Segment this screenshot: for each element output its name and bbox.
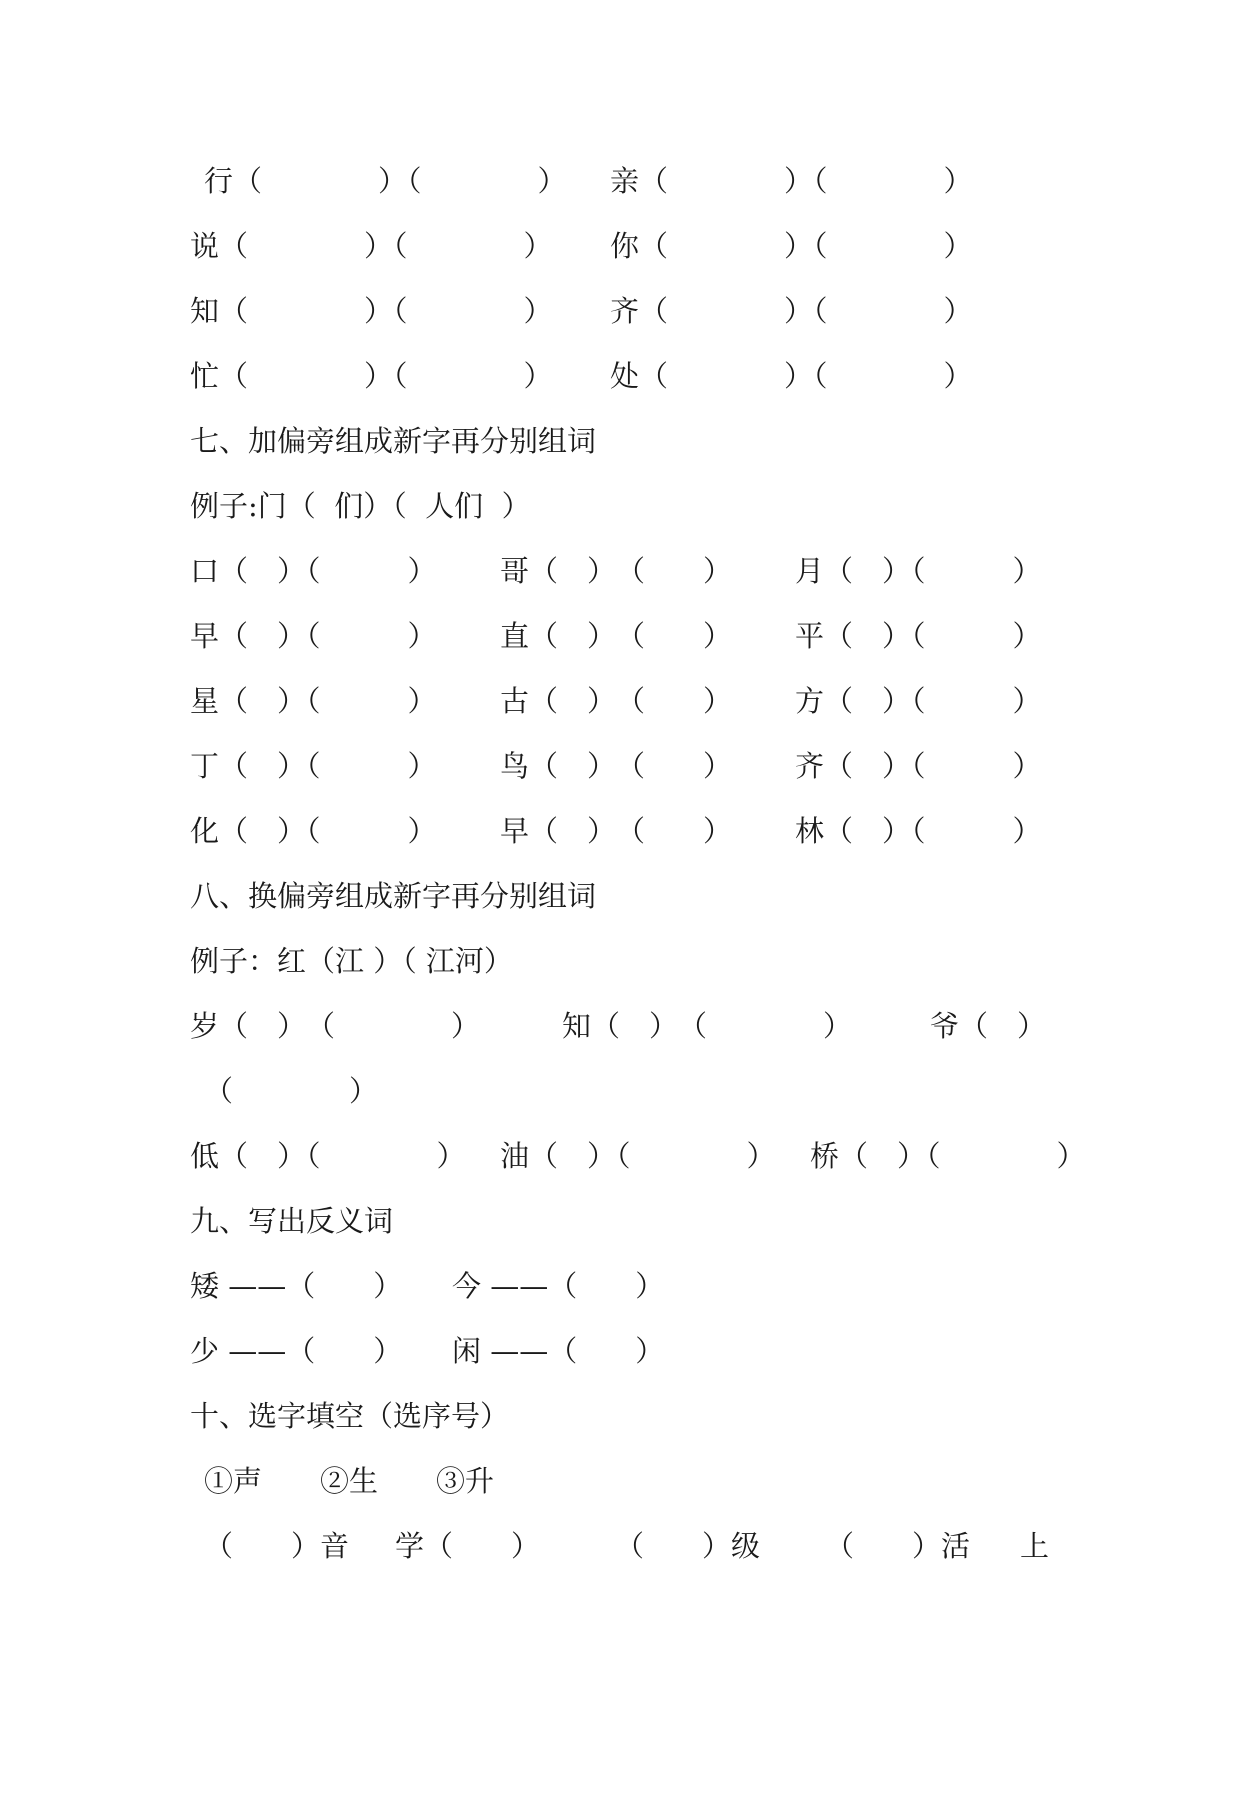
- s7-row-5-col-1: 化（ ）（ ）: [190, 814, 437, 848]
- s7-row-1-col-3: 月（ ）（ ）: [795, 554, 1042, 588]
- s10-item-4: （ ）活: [825, 1529, 971, 1563]
- s8-row-1: [190, 1003, 1047, 1049]
- s9-row-2-left: 少 ——（ ）: [190, 1334, 403, 1368]
- s8-row-1-wrap-text: （ ）: [204, 1074, 379, 1108]
- s7-row-3-col-2: 古（ ） （ ）: [500, 684, 733, 718]
- s6-row-2: [190, 223, 973, 269]
- s6-row-2-right: 你（ ）（ ）: [610, 229, 973, 263]
- s8-row-2-col-1: 低（ ）（ ）: [190, 1139, 466, 1173]
- s6-row-4: [190, 353, 973, 399]
- s8-row-2: [190, 1133, 1086, 1179]
- s8-row-1-wrap: [190, 1068, 379, 1114]
- s10-title: 十、选字填空（选序号）: [190, 1399, 510, 1433]
- s6-row-4-left: 忙（ ）（ ）: [190, 359, 553, 393]
- s7-row-2-col-3: 平（ ）（ ）: [795, 619, 1042, 653]
- s8-title: 八、换偏旁组成新字再分别组词: [190, 879, 597, 913]
- s8-row-1-col-1: 岁（ ） （ ）: [190, 1009, 481, 1043]
- s7-row-1: [190, 548, 1042, 594]
- s7-row-4-col-3: 齐（ ）（ ）: [795, 749, 1042, 783]
- s6-row-1-right: 亲（ ）（ ）: [610, 164, 973, 198]
- s10-options-text: ①声 ②生 ③升: [204, 1464, 495, 1498]
- s9-row-1: [190, 1263, 665, 1309]
- s10-item-5: 上: [1020, 1529, 1050, 1563]
- s6-row-1: [190, 158, 973, 204]
- s7-row-3-col-3: 方（ ）（ ）: [795, 684, 1042, 718]
- s10-items: [190, 1523, 1050, 1569]
- s10-item-3: （ ）级: [615, 1529, 761, 1563]
- s7-row-2: [190, 613, 1042, 659]
- s7-row-2-col-1: 早（ ）（ ）: [190, 619, 437, 653]
- s7-row-5-col-2: 早（ ） （ ）: [500, 814, 733, 848]
- s9-title: 九、写出反义词: [190, 1204, 394, 1238]
- s9-row-2-right: 闲 ——（ ）: [452, 1334, 665, 1368]
- s7-example: 例子:门（ 们）（ 人们 ）: [190, 489, 531, 523]
- s7-row-4-col-1: 丁（ ）（ ）: [190, 749, 437, 783]
- s6-row-3-left: 知（ ）（ ）: [190, 294, 553, 328]
- s8-row-2-col-3: 桥（ ）（ ）: [810, 1139, 1086, 1173]
- s10-item-2: 学（ ）: [395, 1529, 541, 1563]
- s8-row-1-col-3: 爷（ ）: [930, 1009, 1047, 1043]
- s9-row-1-left: 矮 ——（ ）: [190, 1269, 403, 1303]
- s7-title: 七、加偏旁组成新字再分别组词: [190, 424, 597, 458]
- s7-row-1-col-1: 口（ ）（ ）: [190, 554, 437, 588]
- s7-row-4: [190, 743, 1042, 789]
- s7-row-2-col-2: 直（ ） （ ）: [500, 619, 733, 653]
- s10-options: [190, 1458, 495, 1504]
- s8-row-1-col-2: 知（ ） （ ）: [562, 1009, 853, 1043]
- s8-example: 例子：红（江 ）（ 江河）: [190, 944, 513, 978]
- s7-row-1-col-2: 哥（ ） （ ）: [500, 554, 733, 588]
- s7-row-5-col-3: 林（ ）（ ）: [795, 814, 1042, 848]
- s6-row-1-left: 行（ ）（ ）: [204, 164, 567, 198]
- s8-row-2-col-2: 油（ ）（ ）: [500, 1139, 776, 1173]
- s6-row-3-right: 齐（ ）（ ）: [610, 294, 973, 328]
- s6-row-4-right: 处（ ）（ ）: [610, 359, 973, 393]
- s7-row-5: [190, 808, 1042, 854]
- s7-row-3-col-1: 星（ ）（ ）: [190, 684, 437, 718]
- s7-row-3: [190, 678, 1042, 724]
- s6-row-3: [190, 288, 973, 334]
- s9-row-1-right: 今 ——（ ）: [452, 1269, 665, 1303]
- s9-row-2: [190, 1328, 665, 1374]
- s6-row-2-left: 说（ ）（ ）: [190, 229, 553, 263]
- s7-row-4-col-2: 鸟（ ） （ ）: [500, 749, 733, 783]
- s10-item-1: （ ）音: [204, 1529, 350, 1563]
